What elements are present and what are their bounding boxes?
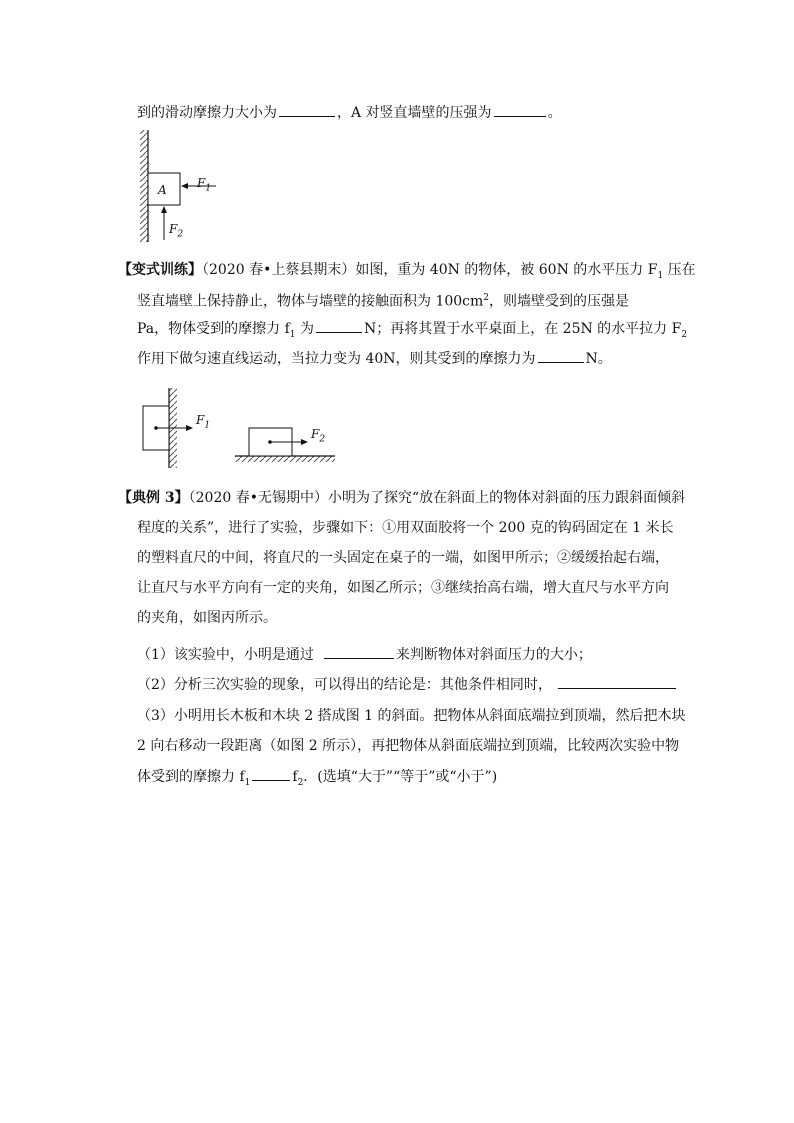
q2-text: ，则墙壁受到的压强是 [489, 293, 630, 310]
q3-text: （2020 春•无锡期中）小明为了探究“放在斜面上的物体对斜面的压力跟斜面倾斜 [188, 490, 686, 506]
q3-line5 [137, 608, 277, 628]
answer-blank[interactable] [279, 102, 335, 117]
q3-sub1-text: （1）该实验中，小明是通过 [137, 647, 314, 663]
label-f1: $F_1$ [197, 176, 212, 194]
q3-sub3-text: 2 向右移动一段距离（如图 2 所示），再把物体从斜面底端拉到顶端，比较两次实验中物 [137, 738, 680, 754]
q2-text: 为 [295, 321, 314, 337]
q3-text: 的塑料直尺的中间，将直尺的一头固定在桌子的一端，如图甲所示；②缓缓抬起右端， [137, 550, 669, 566]
q3-sub3-line2 [137, 736, 679, 756]
f1-arrowhead [181, 183, 188, 189]
q3-sub3-text: 体受到的摩擦力 f [137, 769, 245, 785]
wall-hatch [140, 130, 148, 242]
q1-text-c: 。 [547, 105, 562, 121]
q3-sub: 2 [297, 777, 304, 788]
answer-blank[interactable] [538, 348, 584, 363]
q2-sub: 1 [289, 329, 296, 340]
f2-arrowhead [301, 439, 308, 445]
q2-line2 [137, 288, 629, 312]
q3-text: 的夹角，如图丙所示。 [137, 610, 277, 626]
q2-sub: 1 [657, 270, 664, 281]
q2-line3 [137, 318, 687, 345]
floor-hatch [235, 456, 335, 462]
label-f1: $F_1$ [196, 413, 211, 431]
q3-text: 让直尺与水平方向有一定的夹角，如图乙所示；③继续抬高右端，增大直尺与水平方向 [137, 580, 669, 596]
q3-text: 程度的关系”，进行了实验，步骤如下：①用双面胶将一个 200 克的钩码固定在 1 米长 [137, 520, 674, 536]
q2-line4 [137, 348, 612, 369]
answer-blank[interactable] [558, 674, 676, 689]
q3-sub3-text: f [292, 769, 298, 785]
q3-line4 [137, 578, 669, 598]
q2-sub: 2 [681, 329, 688, 340]
q3-sub1-text: 来判断物体对斜面压力的大小； [395, 647, 592, 663]
q3-sub2 [137, 674, 678, 695]
q2-text: （2020 春•上蔡县期末）如图，重为 40N 的物体，被 60N 的水平压力 F [202, 262, 658, 278]
q2-text: N。 [585, 351, 612, 367]
answer-blank[interactable] [252, 766, 290, 781]
answer-blank[interactable] [316, 318, 362, 333]
q2-text: Pa，物体受到的摩擦力 f [137, 321, 290, 337]
q3-sub: 1 [244, 777, 251, 788]
q2-text: N；再将其置于水平桌面上，在 25N 的水平拉力 F [363, 321, 682, 337]
q3-line3 [137, 548, 669, 568]
q2-text: 作用下做匀速直线运动，当拉力变为 40N，则其受到的摩擦力为 [137, 351, 536, 367]
q1-text-b: ，A 对竖直墙壁的压强为 [337, 105, 492, 121]
q3-sub1 [137, 644, 592, 665]
q3-line2 [137, 518, 674, 538]
q3-sub3-line3 [137, 766, 497, 793]
q2-text: 竖直墙壁上保持静止，物体与墙壁的接触面积为 100cm [137, 293, 484, 310]
q2-sup: 2 [483, 293, 490, 303]
label-a: A [158, 183, 167, 197]
q3-sub2-text: （2）分析三次实验的现象，可以得出的结论是：其他条件相同时， [137, 677, 552, 693]
question-tag: 【典例 3】 [118, 490, 189, 506]
q2-text: 压在 [663, 262, 696, 278]
answer-blank[interactable] [324, 644, 394, 659]
f2-arrowhead [161, 206, 167, 213]
question-tag: 【变式训练】 [118, 262, 202, 278]
q2-line1 [118, 260, 696, 286]
q1-text-a: 到的滑动摩擦力大小为 [137, 105, 277, 121]
q1-line1 [137, 102, 562, 123]
answer-blank[interactable] [494, 102, 546, 117]
label-f2: $F_2$ [311, 427, 326, 445]
q3-sub3-line1 [137, 706, 686, 726]
label-f2: $F_2$ [169, 222, 184, 240]
q3-sub3-text: （3）小明用长木板和木块 2 搭成图 1 的斜面。把物体从斜面底端拉到顶端，然后把木块 [137, 708, 686, 724]
f1-arrowhead [186, 425, 193, 431]
q3-sub3-text: ．(选填“大于”“等于”或“小于”) [303, 769, 498, 785]
q3-line1 [118, 488, 685, 508]
